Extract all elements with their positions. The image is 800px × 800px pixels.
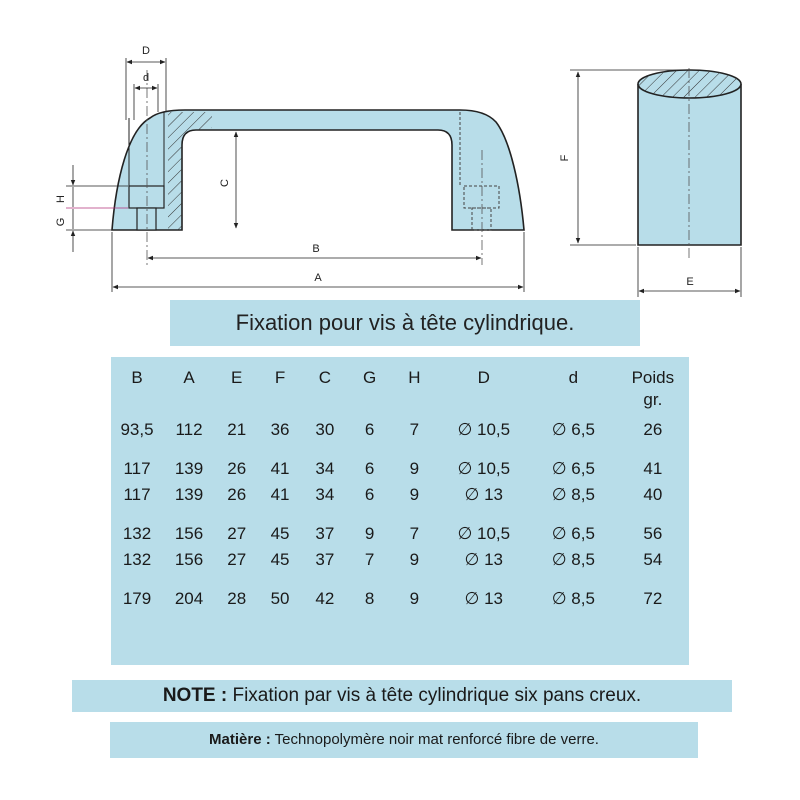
- table-cell: 156: [174, 524, 204, 543]
- material-prefix: Matière :: [209, 731, 271, 748]
- header-G: G: [363, 368, 377, 387]
- table-cell: 41: [270, 459, 290, 478]
- table-cell: ∅ 10,5: [457, 459, 511, 478]
- label-H: H: [55, 195, 67, 203]
- table-cell: 6: [364, 485, 375, 504]
- table-cell: 34: [315, 459, 335, 478]
- table-cell: 37: [315, 524, 335, 543]
- table-cell: 9: [409, 485, 420, 504]
- table-cell: 132: [122, 550, 152, 569]
- table-cell: 132: [122, 524, 152, 543]
- table-cell: 9: [409, 589, 420, 608]
- label-B: B: [312, 243, 320, 255]
- table-cell: 7: [409, 420, 420, 439]
- table-row: [111, 586, 689, 612]
- table-cell: 26: [643, 420, 663, 439]
- table-cell: 41: [643, 459, 663, 478]
- label-E: E: [686, 276, 694, 288]
- dimension-A: [112, 232, 524, 292]
- header-E: E: [231, 368, 243, 387]
- header-poids: Poids gr.: [631, 368, 675, 409]
- left-insert: [129, 186, 164, 208]
- table-cell: 156: [174, 550, 204, 569]
- table-row: [111, 482, 689, 508]
- table-cell: 50: [270, 589, 290, 608]
- material-text: Technopolymère noir mat renforcé fibre de verre.: [270, 731, 599, 748]
- table-cell: 36: [270, 420, 290, 439]
- table-cell: 54: [643, 550, 663, 569]
- table-cell: 9: [409, 459, 420, 478]
- handle-end-view: [638, 68, 741, 260]
- drawing-caption: Fixation pour vis à tête cylindrique.: [170, 300, 640, 346]
- header-D: D: [477, 368, 490, 387]
- table-cell: 21: [227, 420, 247, 439]
- header-H: H: [408, 368, 421, 387]
- table-cell: 139: [174, 459, 204, 478]
- table-cell: 30: [315, 420, 335, 439]
- table-cell: ∅ 8,5: [551, 589, 595, 608]
- note-prefix: NOTE :: [162, 685, 228, 706]
- table-cell: 72: [643, 589, 663, 608]
- table-cell: 37: [315, 550, 335, 569]
- left-insert-bore: [137, 208, 156, 230]
- table-cell: 26: [227, 485, 247, 504]
- dimension-B: [148, 243, 481, 258]
- table-cell: 27: [227, 550, 247, 569]
- table-cell: ∅ 8,5: [551, 485, 595, 504]
- table-cell: 112: [175, 420, 203, 439]
- table-cell: 179: [122, 589, 152, 608]
- table-cell: ∅ 13: [464, 485, 503, 504]
- table-cell: ∅ 6,5: [551, 420, 595, 439]
- table-header-row: [111, 357, 689, 417]
- table-cell: 9: [409, 550, 420, 569]
- table-cell: 40: [643, 485, 663, 504]
- table-row: [111, 417, 689, 443]
- table-cell: 27: [227, 524, 247, 543]
- table-cell: 45: [270, 550, 290, 569]
- table-cell: ∅ 10,5: [457, 524, 511, 543]
- table-cell: ∅ 6,5: [551, 524, 595, 543]
- header-B: B: [131, 368, 143, 387]
- table-cell: 6: [364, 420, 375, 439]
- dimensions-table-container: [111, 357, 689, 665]
- header-F: F: [274, 368, 286, 387]
- row-group-spacer: [111, 573, 689, 586]
- table-cell: 56: [643, 524, 663, 543]
- cylinder-body: [638, 84, 741, 245]
- table-cell: ∅ 8,5: [551, 550, 595, 569]
- table-cell: 28: [227, 589, 247, 608]
- table-cell: 7: [409, 524, 420, 543]
- table-cell: 42: [315, 589, 335, 608]
- table-row: [111, 456, 689, 482]
- table-cell: 34: [315, 485, 335, 504]
- dimension-d: [134, 72, 158, 120]
- row-group-spacer: [111, 443, 689, 456]
- table-cell: ∅ 6,5: [551, 459, 595, 478]
- header-C: C: [318, 368, 331, 387]
- note-banner: [72, 680, 732, 712]
- label-d: d: [142, 72, 150, 84]
- table-cell: 93,5: [120, 420, 154, 439]
- table-cell: ∅ 13: [464, 589, 503, 608]
- table-body: [111, 417, 689, 612]
- table-cell: 45: [270, 524, 290, 543]
- table-cell: 117: [123, 485, 151, 504]
- table-cell: 8: [364, 589, 375, 608]
- table-cell: 41: [270, 485, 290, 504]
- header-d: d: [568, 368, 579, 387]
- table-row: [111, 521, 689, 547]
- material-banner: [110, 722, 698, 758]
- label-C: C: [219, 179, 231, 187]
- header-A: A: [183, 368, 195, 387]
- table-cell: ∅ 13: [464, 550, 503, 569]
- dimensions-table: [111, 357, 689, 612]
- handle-side-view: [112, 70, 524, 265]
- table-row: [111, 547, 689, 573]
- technical-drawing: [0, 0, 800, 300]
- table-cell: 139: [174, 485, 204, 504]
- label-F: F: [559, 154, 571, 162]
- label-G: G: [55, 217, 67, 227]
- table-cell: 6: [364, 459, 375, 478]
- table-cell: 26: [227, 459, 247, 478]
- dimension-E: [638, 247, 741, 297]
- table-cell: 7: [364, 550, 375, 569]
- label-D: D: [142, 45, 150, 57]
- table-cell: 9: [364, 524, 375, 543]
- table-cell: ∅ 10,5: [457, 420, 511, 439]
- row-group-spacer: [111, 508, 689, 521]
- note-text: Fixation par vis à tête cylindrique six pans creux.: [227, 685, 642, 706]
- label-A: A: [314, 272, 322, 284]
- table-cell: 117: [123, 459, 151, 478]
- table-cell: 204: [174, 589, 204, 608]
- dimension-C: [219, 132, 236, 228]
